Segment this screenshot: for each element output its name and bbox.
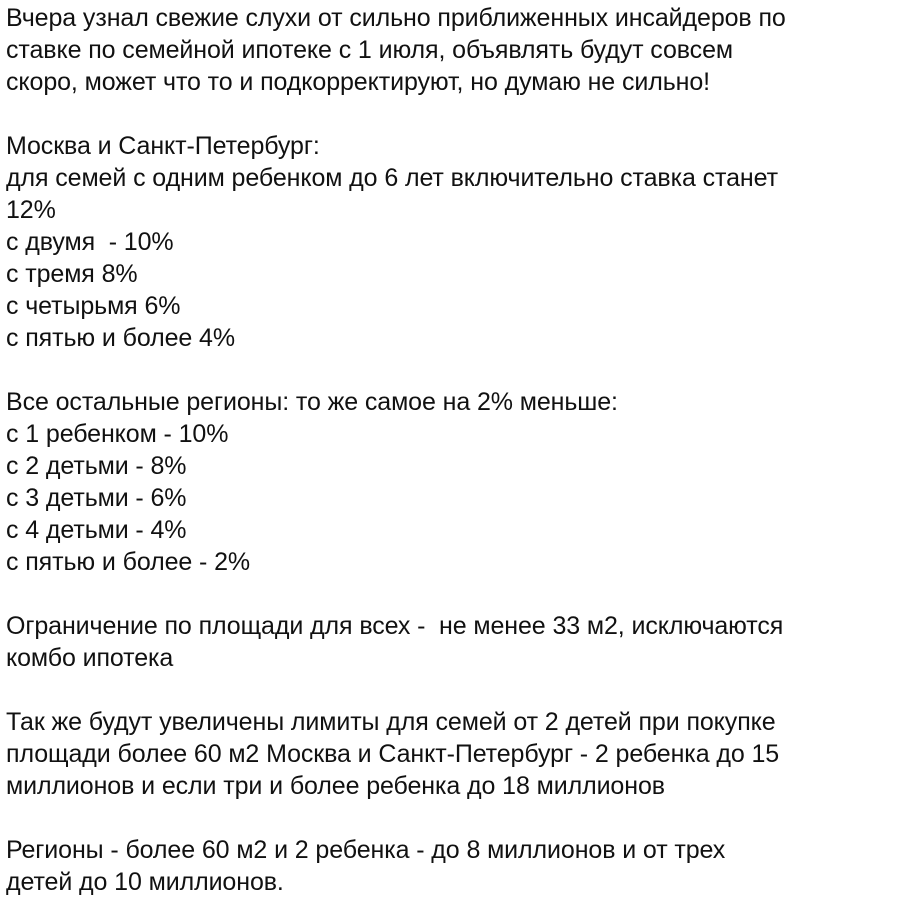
- text-line: с 2 детьми - 8%: [6, 452, 187, 480]
- paragraph-gap: [6, 578, 908, 610]
- text-line: детей до 10 миллионов.: [6, 868, 284, 896]
- text-line: миллионов и если три и более ребенка до 18 миллионов: [6, 772, 665, 800]
- paragraph-regions-limits: [6, 834, 908, 898]
- text-line: с четырьмя 6%: [6, 292, 181, 320]
- paragraph-gap: [6, 802, 908, 834]
- text-line: комбо ипотека: [6, 644, 174, 672]
- paragraph-regions-rates: [6, 386, 908, 578]
- text-line: скоро, может что то и подкорректируют, но думаю не сильно!: [6, 68, 710, 96]
- text-line: с пятью и более 4%: [6, 324, 235, 352]
- text-line: Все остальные регионы: то же самое на 2% меньше:: [6, 388, 618, 416]
- paragraph-gap: [6, 98, 908, 130]
- paragraph-intro: [6, 2, 908, 98]
- text-line: Вчера узнал свежие слухи от сильно приближенных инсайдеров по: [6, 4, 786, 32]
- paragraph-gap: [6, 674, 908, 706]
- paragraph-moscow-spb: [6, 130, 908, 354]
- text-line: для семей с одним ребенком до 6 лет включительно ставка станет: [6, 164, 778, 192]
- text-line: с 1 ребенком - 10%: [6, 420, 229, 448]
- text-line: Регионы - более 60 м2 и 2 ребенка - до 8 миллионов и от трех: [6, 836, 726, 864]
- text-line: с тремя 8%: [6, 260, 138, 288]
- text-line: Ограничение по площади для всех - не менее 33 м2, исключаются: [6, 612, 784, 640]
- paragraph-area-limit: [6, 610, 908, 674]
- text-line: с пятью и более - 2%: [6, 548, 251, 576]
- text-line: ставке по семейной ипотеке с 1 июля, объявлять будут совсем: [6, 36, 733, 64]
- text-line: площади более 60 м2 Москва и Санкт-Петербург - 2 ребенка до 15: [6, 740, 780, 768]
- text-line: с двумя - 10%: [6, 228, 174, 256]
- text-line: с 4 детьми - 4%: [6, 516, 187, 544]
- text-line: 12%: [6, 196, 56, 224]
- text-line: Москва и Санкт-Петербург:: [6, 132, 320, 160]
- paragraph-limits: [6, 706, 908, 802]
- paragraph-gap: [6, 354, 908, 386]
- text-line: Так же будут увеличены лимиты для семей от 2 детей при покупке: [6, 708, 776, 736]
- text-line: с 3 детьми - 6%: [6, 484, 187, 512]
